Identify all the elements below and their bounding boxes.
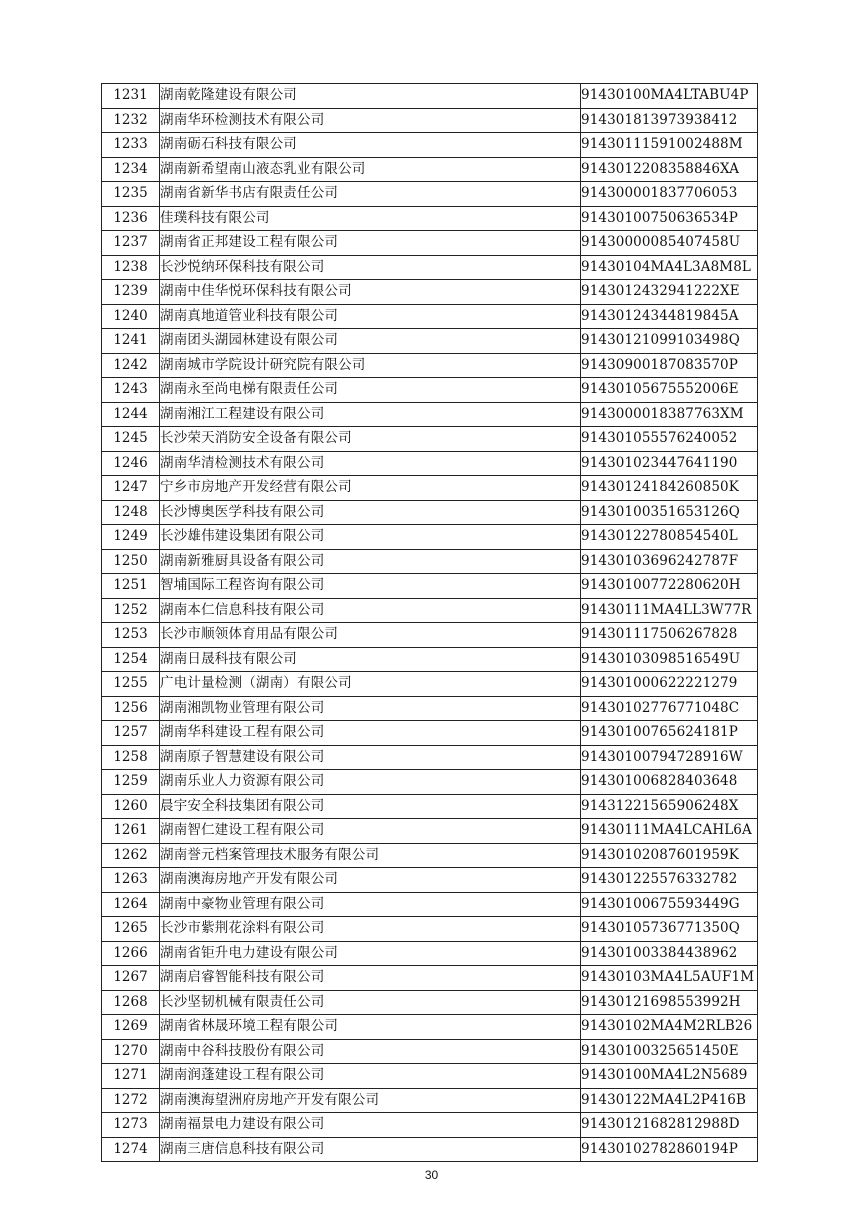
table-row	[102, 329, 758, 354]
table-row	[102, 133, 758, 158]
table-row	[102, 549, 758, 574]
table-row	[102, 672, 758, 697]
company-name: 湖南永至尚电梯有限责任公司	[160, 378, 581, 403]
row-number: 1259	[102, 770, 160, 795]
credit-code: 91430124184260850K	[581, 476, 758, 501]
row-number: 1239	[102, 280, 160, 305]
credit-code: 914301117506267828	[581, 623, 758, 648]
company-name: 湖南湘凯物业管理有限公司	[160, 696, 581, 721]
row-number: 1242	[102, 353, 160, 378]
table-row	[102, 696, 758, 721]
row-number: 1257	[102, 721, 160, 746]
row-number: 1258	[102, 745, 160, 770]
row-number: 1264	[102, 892, 160, 917]
table-row	[102, 1039, 758, 1064]
company-name: 湖南乾隆建设有限公司	[160, 84, 581, 109]
table-row	[102, 402, 758, 427]
company-name: 湖南澳海望洲府房地产开发有限公司	[160, 1088, 581, 1113]
row-number: 1252	[102, 598, 160, 623]
table-row	[102, 892, 758, 917]
page-number: 30	[424, 1168, 439, 1182]
company-name: 湖南智仁建设工程有限公司	[160, 819, 581, 844]
credit-code: 91430122MA4L2P416B	[581, 1088, 758, 1113]
row-number: 1240	[102, 304, 160, 329]
row-number: 1254	[102, 647, 160, 672]
credit-code: 91430100750636534P	[581, 206, 758, 231]
credit-code: 91430121698553992H	[581, 990, 758, 1015]
table-row	[102, 917, 758, 942]
credit-code: 914301000622221279	[581, 672, 758, 697]
row-number: 1231	[102, 84, 160, 109]
company-name: 湖南福景电力建设有限公司	[160, 1113, 581, 1138]
credit-code: 91431221565906248X	[581, 794, 758, 819]
credit-code: 91430102776771048C	[581, 696, 758, 721]
credit-code: 91430102087601959K	[581, 843, 758, 868]
company-name: 湖南团头湖园林建设有限公司	[160, 329, 581, 354]
company-name: 佳璞科技有限公司	[160, 206, 581, 231]
table-row	[102, 280, 758, 305]
table-row	[102, 574, 758, 599]
table-row	[102, 1015, 758, 1040]
company-name: 湖南润蓬建设工程有限公司	[160, 1064, 581, 1089]
table-row	[102, 745, 758, 770]
credit-code: 91430104MA4L3A8M8L	[581, 255, 758, 280]
credit-code: 91430100675593449G	[581, 892, 758, 917]
credit-code: 914300001837706053	[581, 182, 758, 207]
row-number: 1261	[102, 819, 160, 844]
company-name: 湖南誉元档案管理技术服务有限公司	[160, 843, 581, 868]
table-row	[102, 623, 758, 648]
row-number: 1269	[102, 1015, 160, 1040]
credit-code: 91430100325651450E	[581, 1039, 758, 1064]
table-row	[102, 378, 758, 403]
row-number: 1236	[102, 206, 160, 231]
row-number: 1232	[102, 108, 160, 133]
credit-code: 91430111MA4LL3W77R	[581, 598, 758, 623]
table-row	[102, 1064, 758, 1089]
credit-code: 91430121682812988D	[581, 1113, 758, 1138]
row-number: 1235	[102, 182, 160, 207]
company-name: 晨宇安全科技集团有限公司	[160, 794, 581, 819]
company-name: 长沙悦纳环保科技有限公司	[160, 255, 581, 280]
credit-code: 91430102782860194P	[581, 1137, 758, 1162]
company-name: 湖南新雅厨具设备有限公司	[160, 549, 581, 574]
credit-code: 914301225576332782	[581, 868, 758, 893]
table-row	[102, 231, 758, 256]
row-number: 1245	[102, 427, 160, 452]
table-row	[102, 206, 758, 231]
row-number: 1273	[102, 1113, 160, 1138]
company-name: 湖南中佳华悦环保科技有限公司	[160, 280, 581, 305]
table-row	[102, 525, 758, 550]
credit-code: 914301003384438962	[581, 941, 758, 966]
credit-code: 91430105736771350Q	[581, 917, 758, 942]
table-body	[102, 84, 758, 1162]
credit-code: 91430122780854540L	[581, 525, 758, 550]
row-number: 1265	[102, 917, 160, 942]
company-name: 长沙荣天消防安全设备有限公司	[160, 427, 581, 452]
row-number: 1246	[102, 451, 160, 476]
table-row	[102, 353, 758, 378]
row-number: 1233	[102, 133, 160, 158]
table-row	[102, 721, 758, 746]
table-row	[102, 84, 758, 109]
row-number: 1262	[102, 843, 160, 868]
credit-code: 91430103696242787F	[581, 549, 758, 574]
credit-code: 91430100772280620H	[581, 574, 758, 599]
row-number: 1238	[102, 255, 160, 280]
company-name: 湖南日晟科技有限公司	[160, 647, 581, 672]
company-name: 湖南湘江工程建设有限公司	[160, 402, 581, 427]
company-name: 智埔国际工程咨询有限公司	[160, 574, 581, 599]
credit-code: 91430102MA4M2RLB26	[581, 1015, 758, 1040]
company-name: 长沙坚韧机械有限责任公司	[160, 990, 581, 1015]
table-row	[102, 598, 758, 623]
row-number: 1255	[102, 672, 160, 697]
row-number: 1260	[102, 794, 160, 819]
company-name: 湖南省新华书店有限责任公司	[160, 182, 581, 207]
table-row	[102, 157, 758, 182]
company-name: 湖南城市学院设计研究院有限公司	[160, 353, 581, 378]
table-row	[102, 868, 758, 893]
table-row	[102, 647, 758, 672]
company-name: 湖南砺石科技有限公司	[160, 133, 581, 158]
credit-code: 9143000018387763XM	[581, 402, 758, 427]
company-name: 湖南华清检测技术有限公司	[160, 451, 581, 476]
company-name: 湖南省钜升电力建设有限公司	[160, 941, 581, 966]
credit-code: 91430100765624181P	[581, 721, 758, 746]
row-number: 1267	[102, 966, 160, 991]
credit-code: 91430100351653126Q	[581, 500, 758, 525]
company-name: 宁乡市房地产开发经营有限公司	[160, 476, 581, 501]
table-row	[102, 990, 758, 1015]
company-name: 长沙雄伟建设集团有限公司	[160, 525, 581, 550]
row-number: 1266	[102, 941, 160, 966]
company-name: 湖南澳海房地产开发有限公司	[160, 868, 581, 893]
company-name: 湖南新希望南山液态乳业有限公司	[160, 157, 581, 182]
credit-code: 91430111591002488M	[581, 133, 758, 158]
company-name: 湖南原子智慧建设有限公司	[160, 745, 581, 770]
table-row	[102, 770, 758, 795]
credit-code: 9143012208358846XA	[581, 157, 758, 182]
company-name: 广电计量检测（湖南）有限公司	[160, 672, 581, 697]
company-name: 湖南省正邦建设工程有限公司	[160, 231, 581, 256]
table-row	[102, 255, 758, 280]
company-name: 湖南本仁信息科技有限公司	[160, 598, 581, 623]
row-number: 1274	[102, 1137, 160, 1162]
row-number: 1237	[102, 231, 160, 256]
row-number: 1271	[102, 1064, 160, 1089]
row-number: 1263	[102, 868, 160, 893]
credit-code: 914301055576240052	[581, 427, 758, 452]
table-row	[102, 182, 758, 207]
table-row	[102, 941, 758, 966]
table-row	[102, 819, 758, 844]
company-name: 湖南华环检测技术有限公司	[160, 108, 581, 133]
row-number: 1272	[102, 1088, 160, 1113]
row-number: 1251	[102, 574, 160, 599]
company-name: 湖南乐业人力资源有限公司	[160, 770, 581, 795]
credit-code: 914301813973938412	[581, 108, 758, 133]
row-number: 1247	[102, 476, 160, 501]
company-name: 湖南省林晟环境工程有限公司	[160, 1015, 581, 1040]
row-number: 1270	[102, 1039, 160, 1064]
table-row	[102, 1088, 758, 1113]
company-name: 长沙市顺领体育用品有限公司	[160, 623, 581, 648]
table-row	[102, 966, 758, 991]
company-name: 湖南启睿智能科技有限公司	[160, 966, 581, 991]
company-name: 湖南三唐信息科技有限公司	[160, 1137, 581, 1162]
table-row	[102, 304, 758, 329]
table-row	[102, 476, 758, 501]
row-number: 1256	[102, 696, 160, 721]
row-number: 1268	[102, 990, 160, 1015]
row-number: 1248	[102, 500, 160, 525]
table-row	[102, 427, 758, 452]
credit-code: 914301023447641190	[581, 451, 758, 476]
credit-code: 91430100MA4L2N5689	[581, 1064, 758, 1089]
credit-code: 9143012432941222XE	[581, 280, 758, 305]
company-name: 湖南华科建设工程有限公司	[160, 721, 581, 746]
company-name: 长沙博奥医学科技有限公司	[160, 500, 581, 525]
credit-code: 91430900187083570P	[581, 353, 758, 378]
row-number: 1243	[102, 378, 160, 403]
credit-code: 91430103MA4L5AUF1M	[581, 966, 758, 991]
row-number: 1241	[102, 329, 160, 354]
table-row	[102, 1137, 758, 1162]
table-row	[102, 794, 758, 819]
credit-code: 91430103098516549U	[581, 647, 758, 672]
credit-code: 91430121099103498Q	[581, 329, 758, 354]
company-name: 湖南中谷科技股份有限公司	[160, 1039, 581, 1064]
row-number: 1253	[102, 623, 160, 648]
row-number: 1250	[102, 549, 160, 574]
company-name: 长沙市紫荆花涂料有限公司	[160, 917, 581, 942]
credit-code: 91430100794728916W	[581, 745, 758, 770]
company-name: 湖南真地道管业科技有限公司	[160, 304, 581, 329]
row-number: 1234	[102, 157, 160, 182]
table-row	[102, 500, 758, 525]
enterprise-table	[101, 83, 758, 1162]
table-row	[102, 1113, 758, 1138]
credit-code: 914301006828403648	[581, 770, 758, 795]
table-row	[102, 843, 758, 868]
credit-code: 91430000085407458U	[581, 231, 758, 256]
table-row	[102, 108, 758, 133]
row-number: 1244	[102, 402, 160, 427]
credit-code: 91430124344819845A	[581, 304, 758, 329]
table-row	[102, 451, 758, 476]
company-name: 湖南中豪物业管理有限公司	[160, 892, 581, 917]
credit-code: 91430105675552006E	[581, 378, 758, 403]
credit-code: 91430111MA4LCAHL6A	[581, 819, 758, 844]
row-number: 1249	[102, 525, 160, 550]
credit-code: 91430100MA4LTABU4P	[581, 84, 758, 109]
